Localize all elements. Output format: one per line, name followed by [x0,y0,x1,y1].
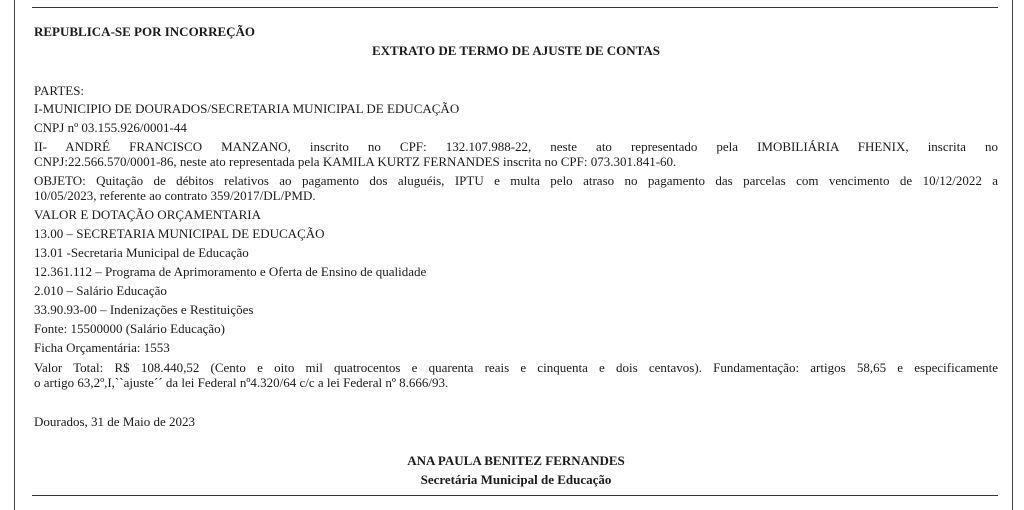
party-one: I-MUNICIPIO DE DOURADOS/SECRETARIA MUNICIPAL DE EDUCAÇÃO [34,101,460,116]
top-rule [32,7,998,8]
total-value-line-2: o artigo 63,2º,I,``ajuste´´ da lei Federal nº4.320/64 c/c a lei Federal nº 8.666/93. [34,375,449,390]
parties-heading: PARTES: [34,83,85,98]
party-one-cnpj: CNPJ nº 03.155.926/0001-44 [34,120,187,135]
budget-source: Fonte: 15500000 (Salário Educação) [34,321,225,336]
object-line-2: 10/05/2023, referente ao contrato 359/2017/DL/PMD. [34,188,316,203]
signatory-name: ANA PAULA BENITEZ FERNANDES [407,453,625,468]
bottom-rule [32,495,998,496]
left-border [14,0,15,510]
object-line-1: OBJETO: Quitação de débitos relativos ao pagamento dos aluguéis, IPTU e multa pelo atraso no pagamento das parcelas com vencimento de 10/12/2022 a [34,173,998,188]
budget-item: 33.90.93-00 – Indenizações e Restituições [34,302,254,317]
party-two-line-1: II- ANDRÉ FRANCISCO MANZANO, inscrito no CPF: 132.107.988-22, neste ato representado pela IMOBILIÁRIA FHENIX, inscrita no [34,139,998,154]
budget-item: 13.00 – SECRETARIA MUNICIPAL DE EDUCAÇÃO [34,226,325,241]
republication-note: REPUBLICA-SE POR INCORREÇÃO [34,24,256,39]
budget-item: 12.361.112 – Programa de Aprimoramento e Oferta de Ensino de qualidade [34,264,427,279]
budget-item: 2.010 – Salário Educação [34,283,167,298]
document-title: EXTRATO DE TERMO DE AJUSTE DE CONTAS [372,43,660,58]
budget-item: 13.01 -Secretaria Municipal de Educação [34,245,249,260]
party-two-line-2: CNPJ:22.566.570/0001-86, neste ato representada pela KAMILA KURTZ FERNANDES inscrita no CPF: 073.301.841-60. [34,154,677,169]
total-value-line-1: Valor Total: R$ 108.440,52 (Cento e oito mil quatrocentos e quarenta reais e cinquenta e dois centavos). Fundamentação: artigos 58,65 e especificamente [34,360,998,375]
place-date: Dourados, 31 de Maio de 2023 [34,414,196,429]
budget-sheet: Ficha Orçamentária: 1553 [34,340,170,355]
budget-heading: VALOR E DOTAÇÃO ORÇAMENTARIA [34,207,261,222]
right-border [1012,0,1013,510]
signatory-role: Secretária Municipal de Educação [420,472,612,487]
